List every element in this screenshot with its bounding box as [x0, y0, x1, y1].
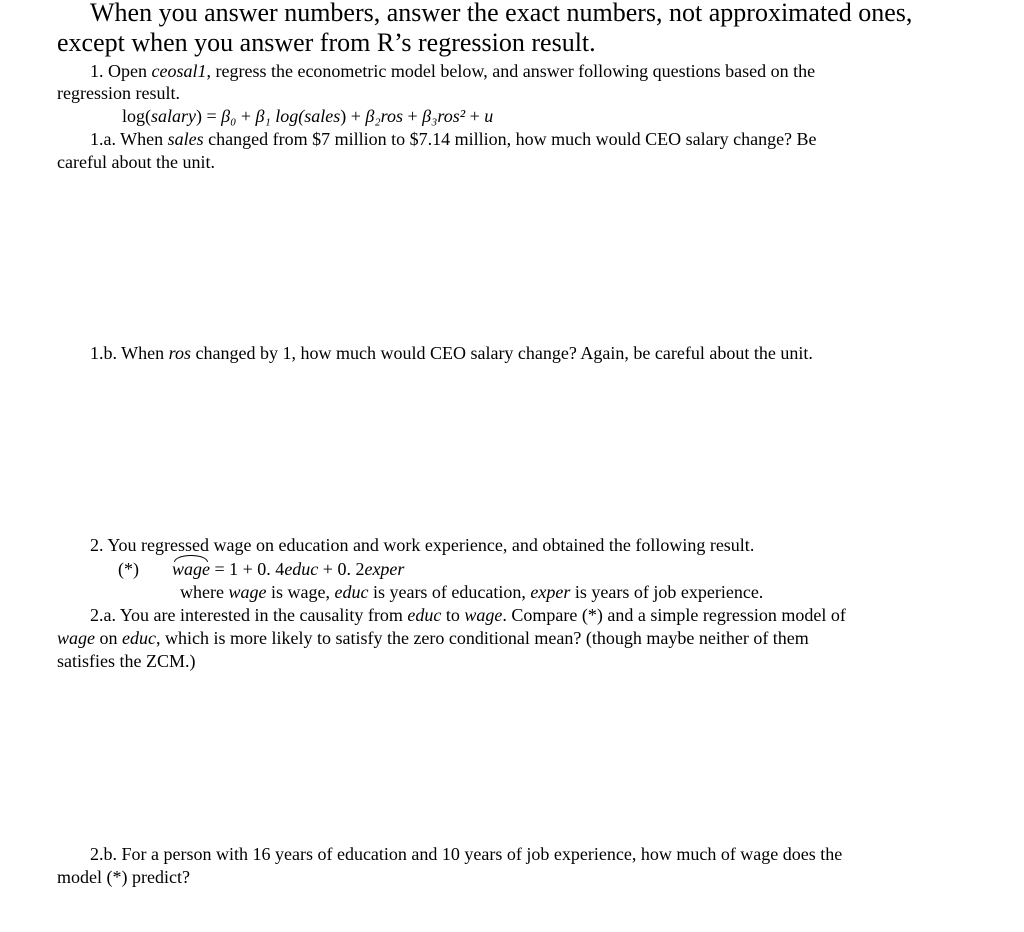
model-ros2: ros²	[437, 106, 466, 126]
q2a-l1b: to	[441, 605, 465, 625]
question-1a-line-1	[90, 128, 817, 150]
model-plus2: +	[350, 106, 361, 126]
question-1-line-1	[90, 60, 815, 82]
equation-rhs-a: = 1 + 0. 4	[214, 559, 285, 579]
q1a-var: sales	[167, 129, 204, 149]
model-plus4: +	[469, 106, 480, 126]
instruction-heading-line-1: When you answer numbers, answer the exact numbers, not approximated ones,	[90, 0, 913, 27]
question-2a-line-2	[57, 627, 809, 649]
model-b3: β₃	[422, 106, 438, 126]
q2a-l1a: 2.a. You are interested in the causality from	[90, 605, 408, 625]
equation-educ: educ	[284, 559, 319, 579]
model-u: u	[484, 106, 494, 126]
model-b0: β₀	[221, 106, 237, 126]
question-2-intro: 2. You regressed wage on education and work experience, and obtained the following result.	[90, 535, 755, 555]
where-1: where	[180, 582, 229, 602]
model-lhs: log(salary)	[122, 106, 202, 126]
model-plus1: +	[240, 106, 252, 126]
model-close: )	[340, 106, 347, 126]
q2a-educ: educ	[407, 605, 442, 625]
equation-rhs-b: + 0. 2	[318, 559, 365, 579]
where-wage: wage	[228, 582, 267, 602]
q2a-l2educ: educ	[122, 628, 156, 648]
equation-tag: (*)	[118, 559, 139, 579]
equation-exper: exper	[364, 559, 405, 579]
question-1b	[90, 342, 813, 364]
question-1-line-2: regression result.	[57, 83, 180, 103]
model-sales: sales	[304, 106, 341, 126]
regression-model-equation	[122, 105, 493, 127]
where-3: is years of education,	[368, 582, 531, 602]
question-2a-line-1	[90, 604, 846, 626]
where-2: is wage,	[266, 582, 335, 602]
q1b-var: ros	[168, 343, 191, 363]
question-2b-line-2: model (*) predict?	[57, 867, 190, 887]
model-b1: β₁ log(	[255, 106, 305, 126]
wage-hat: wage	[172, 559, 210, 579]
q1-dataset: ceosal1	[151, 61, 207, 81]
q2a-l2wage: wage	[57, 628, 95, 648]
q1b-prefix: 1.b. When	[90, 343, 169, 363]
q1-text-b: , regress the econometric model below, and answer following questions based on the	[206, 61, 816, 81]
question-2b-line-1: 2.b. For a person with 16 years of education and 10 years of job experience, how much of wage does the	[90, 844, 843, 864]
model-ros: ros	[380, 106, 403, 126]
wage-regression-equation	[118, 558, 404, 580]
model-b2: β₂	[365, 106, 381, 126]
q1b-text: changed by 1, how much would CEO salary change? Again, be careful about the unit.	[191, 343, 813, 363]
where-educ: educ	[334, 582, 369, 602]
q1a-text: changed from $7 million to $7.14 million, how much would CEO salary change? Be	[203, 129, 817, 149]
q2a-l2b: , which is more likely to satisfy the zero conditional mean? (though maybe neither of them	[155, 628, 809, 648]
variable-definitions	[180, 581, 763, 603]
question-1a-line-2: careful about the unit.	[57, 152, 215, 172]
model-eq: =	[206, 106, 217, 126]
q2a-wage: wage	[464, 605, 503, 625]
q1a-prefix: 1.a. When	[90, 129, 168, 149]
instruction-heading-line-2: except when you answer from R’s regression result.	[57, 28, 596, 57]
where-4: is years of job experience.	[570, 582, 764, 602]
where-exper: exper	[530, 582, 571, 602]
q2a-l1c: . Compare (*) and a simple regression model of	[502, 605, 846, 625]
question-2a-line-3: satisfies the ZCM.)	[57, 651, 196, 671]
q2a-l2a: on	[95, 628, 122, 648]
q1-text-a: 1. Open	[90, 61, 152, 81]
model-plus3: +	[407, 106, 418, 126]
